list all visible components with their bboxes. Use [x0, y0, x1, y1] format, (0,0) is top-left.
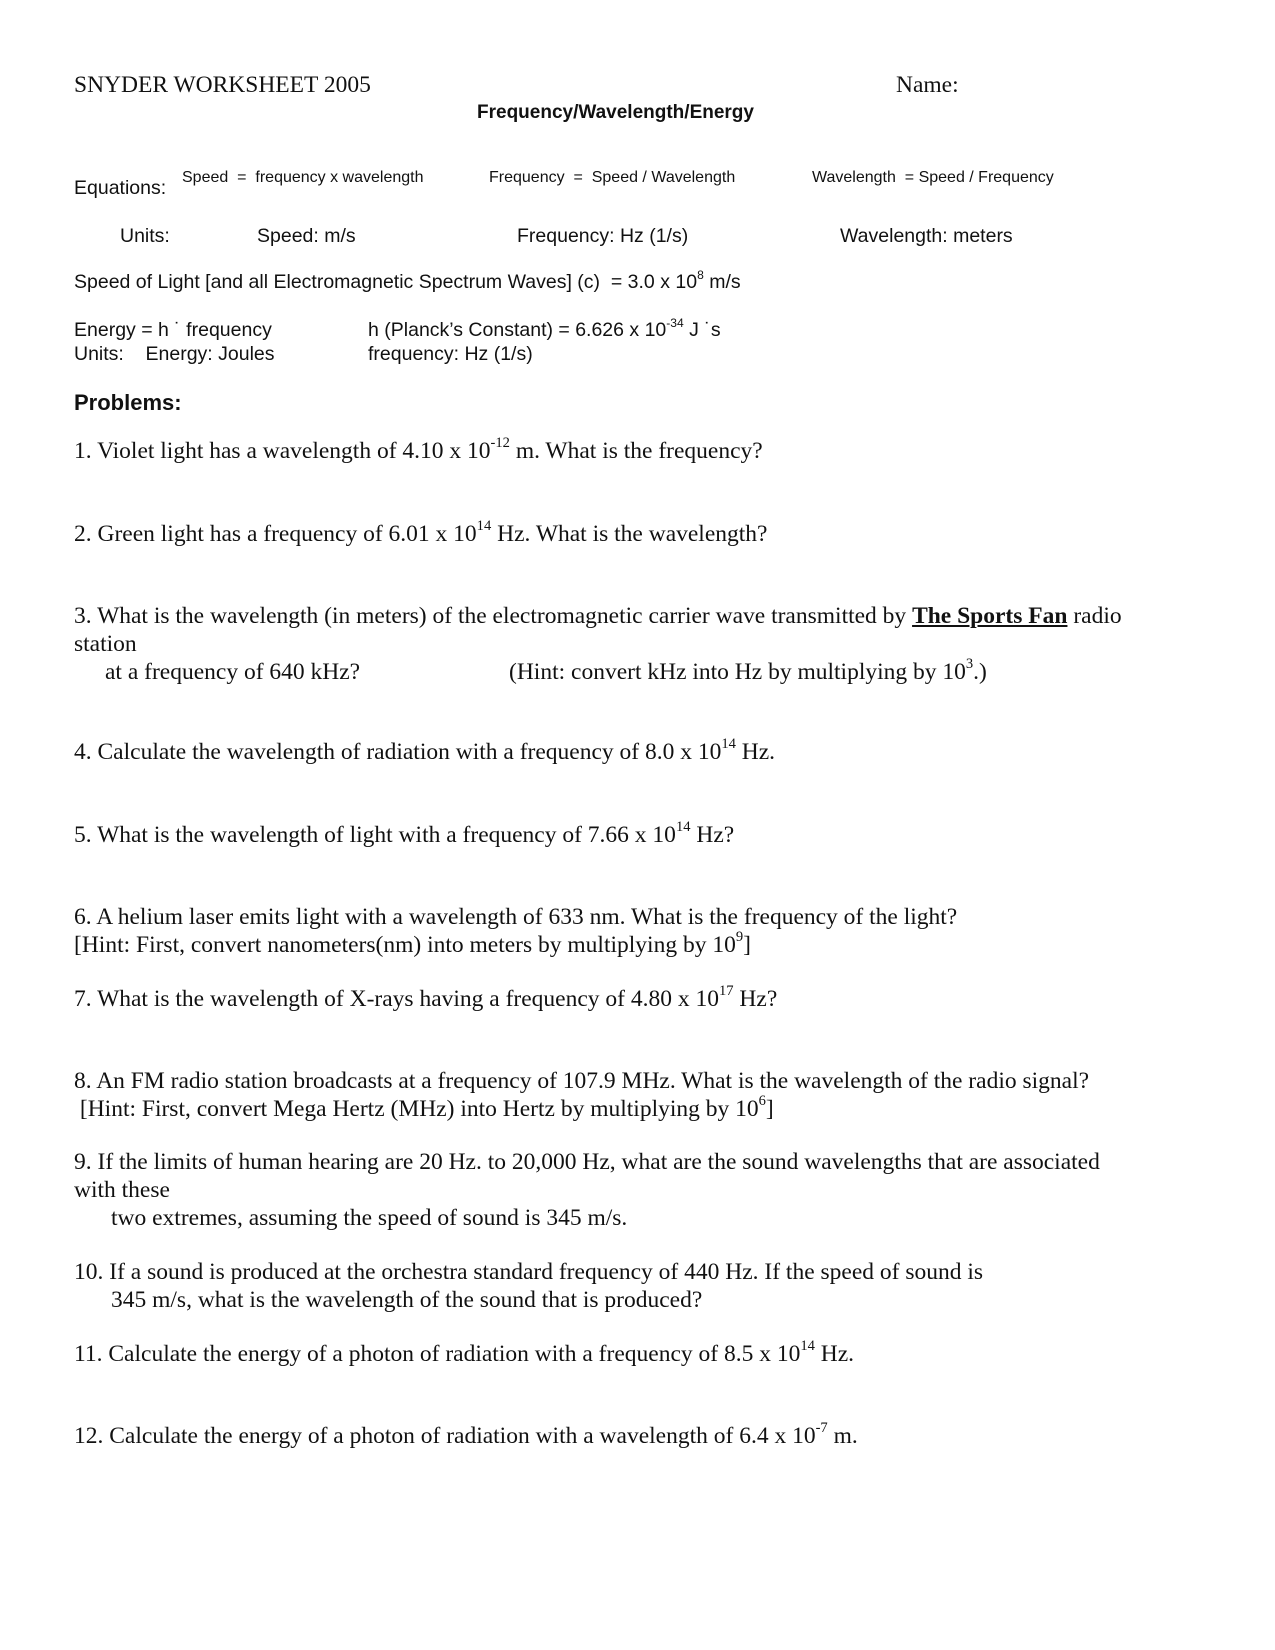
- equation-speed: Speed = frequency x wavelength: [182, 169, 424, 186]
- station-name: The Sports Fan: [912, 603, 1068, 629]
- problem-2: [74, 518, 768, 548]
- problem-6: 6. A helium laser emits light with a wavelength of 633 nm. What is the frequency of the light?: [74, 904, 958, 930]
- problem-11-exponent: 14: [800, 1338, 815, 1354]
- problem-12-exponent: -7: [815, 1420, 828, 1436]
- problem-2-text-end: Hz. What is the wavelength?: [491, 521, 768, 547]
- problem-7-text: 7. What is the wavelength of X-rays having a frequency of 4.80 x 10: [74, 986, 719, 1012]
- problem-8-hint-text: [Hint: First, convert Mega Hertz (MHz) into Hertz by multiplying by 10: [74, 1096, 759, 1122]
- speed-of-light: [74, 267, 741, 294]
- problem-11-text-end: Hz.: [814, 1341, 855, 1367]
- speed-of-light-text: Speed of Light [and all Electromagnetic Spectrum Waves] (c) = 3.0 x 10: [74, 271, 698, 293]
- problem-12-text: 12. Calculate the energy of a photon of radiation with a wavelength of 6.4 x 10: [74, 1423, 816, 1449]
- units-label: Units:: [120, 225, 170, 247]
- speed-of-light-unit: m/s: [703, 271, 741, 293]
- energy-equation: Energy = h ˙ frequency: [74, 319, 272, 341]
- problem-6-hint: [74, 929, 751, 959]
- units-speed: Speed: m/s: [257, 225, 356, 247]
- planck-constant: [368, 315, 721, 342]
- problem-12: [74, 1420, 858, 1450]
- problem-3-hint-end: .): [973, 659, 987, 685]
- energy-units: Units: Energy: Joules: [74, 343, 275, 365]
- problem-10: 10. If a sound is produced at the orchestra standard frequency of 440 Hz. If the speed of sound is: [74, 1259, 984, 1285]
- problem-8-hint-end: ]: [765, 1096, 774, 1122]
- planck-exponent: -34: [666, 315, 684, 330]
- problem-3: [74, 603, 1122, 630]
- equation-wavelength: Wavelength = Speed / Frequency: [812, 169, 1054, 186]
- planck-unit: J ˙s: [683, 319, 721, 341]
- problem-5-text-end: Hz?: [690, 822, 735, 848]
- problem-6-hint-exponent: 9: [735, 929, 744, 945]
- problem-3-line-2: station: [74, 631, 137, 657]
- problem-5: [74, 819, 735, 849]
- problem-6-hint-text: [Hint: First, convert nanometers(nm) into meters by multiplying by 10: [74, 932, 736, 958]
- problem-3-hint-text: (Hint: convert kHz into Hz by multiplying by 10: [509, 659, 966, 685]
- problem-4-text-end: Hz.: [735, 739, 776, 765]
- problem-9: 9. If the limits of human hearing are 20 Hz. to 20,000 Hz, what are the sound wavelengths that are associated: [74, 1149, 1100, 1175]
- name-label: Name:: [896, 72, 959, 98]
- problem-9-line-3: two extremes, assuming the speed of sound is 345 m/s.: [111, 1205, 628, 1231]
- problem-10-line-2: 345 m/s, what is the wavelength of the sound that is produced?: [111, 1287, 703, 1313]
- problem-12-text-end: m.: [827, 1423, 858, 1449]
- problem-9-line-2: with these: [74, 1177, 170, 1203]
- problem-4-exponent: 14: [721, 736, 736, 752]
- equations-label: Equations:: [74, 177, 167, 199]
- equation-frequency: Frequency = Speed / Wavelength: [489, 169, 736, 186]
- problem-3-hint-exponent: 3: [965, 656, 974, 672]
- problem-1-text: 1. Violet light has a wavelength of 4.10 x 10: [74, 438, 491, 464]
- problem-7-exponent: 17: [718, 983, 734, 999]
- problem-8: 8. An FM radio station broadcasts at a frequency of 107.9 MHz. What is the wavelength of the radio signal?: [74, 1068, 1090, 1094]
- problem-8-hint: [74, 1093, 774, 1123]
- problem-5-text: 5. What is the wavelength of light with a frequency of 7.66 x 10: [74, 822, 676, 848]
- problem-1: [74, 435, 763, 465]
- problem-5-exponent: 14: [675, 819, 691, 835]
- problem-2-text: 2. Green light has a frequency of 6.01 x 10: [74, 521, 477, 547]
- problem-4: [74, 736, 776, 766]
- problem-4-text: 4. Calculate the wavelength of radiation with a frequency of 8.0 x 10: [74, 739, 722, 765]
- problem-6-hint-end: ]: [743, 932, 751, 958]
- problem-8-hint-exponent: 6: [758, 1093, 766, 1109]
- problem-3-hint: [509, 656, 987, 686]
- problem-1-exponent: -12: [490, 435, 510, 451]
- problem-11-text: 11. Calculate the energy of a photon of radiation with a frequency of 8.5 x 10: [74, 1341, 801, 1367]
- speed-of-light-exponent: 8: [697, 267, 704, 282]
- problem-3-line-3: at a frequency of 640 kHz?: [105, 659, 361, 685]
- problem-7-text-end: Hz?: [733, 986, 778, 1012]
- problem-2-exponent: 14: [476, 518, 492, 534]
- problem-11: [74, 1338, 855, 1368]
- problem-1-text-end: m. What is the frequency?: [509, 438, 763, 464]
- problem-7: [74, 983, 778, 1013]
- problem-3-text-end: radio: [1067, 603, 1122, 629]
- units-wavelength: Wavelength: meters: [840, 225, 1013, 247]
- worksheet-title: SNYDER WORKSHEET 2005: [74, 72, 371, 98]
- problem-3-text: 3. What is the wavelength (in meters) of the electromagnetic carrier wave transmitted by: [74, 603, 913, 629]
- problems-heading: Problems:: [74, 390, 182, 415]
- units-frequency: Frequency: Hz (1/s): [517, 225, 689, 247]
- planck-text: h (Planck’s Constant) = 6.626 x 10: [368, 319, 667, 341]
- worksheet-subtitle: Frequency/Wavelength/Energy: [477, 102, 754, 123]
- frequency-unit: frequency: Hz (1/s): [368, 343, 533, 365]
